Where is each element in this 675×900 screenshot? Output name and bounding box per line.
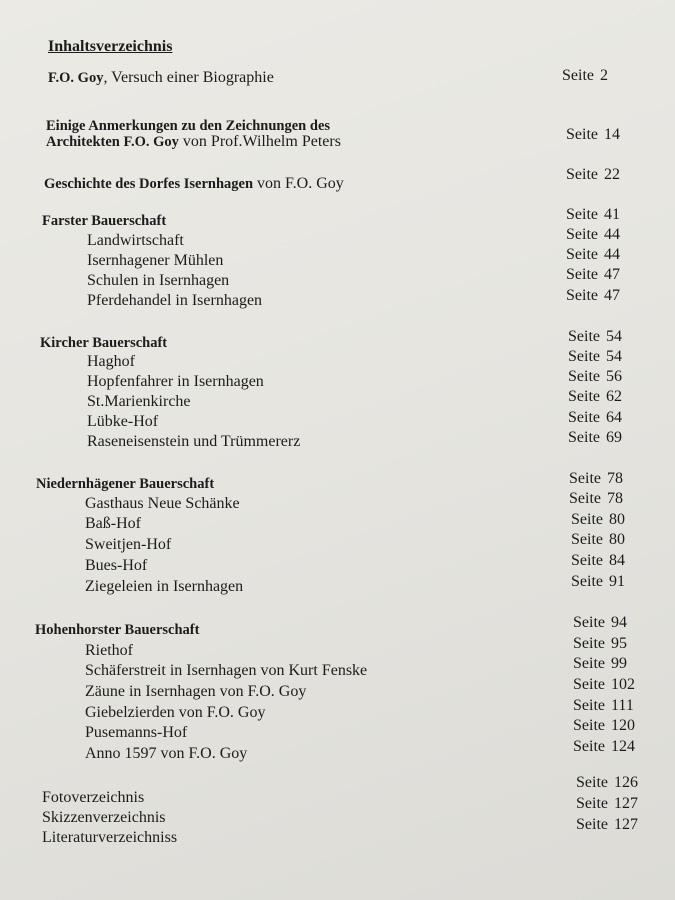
toc-entry <box>87 392 191 412</box>
page-number: 78 <box>607 470 623 487</box>
toc-entry-text: Bues-Hof <box>85 557 148 574</box>
toc-entry <box>87 412 158 432</box>
toc-entry <box>42 788 144 808</box>
page-reference <box>576 794 638 814</box>
page-number: 94 <box>611 614 627 631</box>
page-title: Inhaltsverzeichnis <box>48 38 173 55</box>
toc-entry <box>44 174 344 194</box>
toc-entry-text: Isernhagener Mühlen <box>87 252 224 269</box>
seite-label: Seite <box>573 717 605 734</box>
toc-entry-text: Riethof <box>85 642 133 659</box>
toc-entry-text: von Prof.Wilhelm Peters <box>178 133 341 150</box>
seite-label: Seite <box>568 409 600 426</box>
toc-entry <box>85 744 247 764</box>
page-number: 47 <box>604 266 620 283</box>
page-number: 69 <box>606 429 622 446</box>
page-number: 54 <box>606 348 622 365</box>
page-reference <box>573 634 627 654</box>
seite-label: Seite <box>568 429 600 446</box>
seite-label: Seite <box>569 470 601 487</box>
page-reference <box>571 510 625 530</box>
toc-entry <box>87 231 184 251</box>
toc-entry-heading: Kircher Bauerschaft <box>40 335 168 351</box>
seite-label: Seite <box>566 266 598 283</box>
toc-entry <box>85 577 243 597</box>
page-number: 84 <box>609 552 625 569</box>
page-reference <box>569 469 623 489</box>
page-number: 14 <box>604 126 620 143</box>
page-number: 102 <box>611 676 635 693</box>
toc-entry-text: Sweitjen-Hof <box>85 536 172 553</box>
page-reference <box>571 551 625 571</box>
seite-label: Seite <box>568 328 600 345</box>
toc-entry <box>48 68 274 88</box>
page-number: 2 <box>600 67 608 84</box>
page-reference <box>566 165 620 185</box>
toc-entry <box>87 251 223 271</box>
page-reference <box>573 613 627 633</box>
page-reference <box>576 815 638 835</box>
toc-entry <box>46 132 341 152</box>
toc-entry-text: Anno 1597 von F.O. Goy <box>85 745 248 762</box>
toc-entry <box>35 620 199 640</box>
page-number: 62 <box>606 388 622 405</box>
toc-entry-text: Fotoverzeichnis <box>42 789 145 806</box>
toc-entry-text: St.Marienkirche <box>87 393 191 410</box>
seite-label: Seite <box>576 816 608 833</box>
seite-label: Seite <box>566 246 598 263</box>
seite-label: Seite <box>573 676 605 693</box>
page-number: 120 <box>611 717 635 734</box>
page-number: 44 <box>604 226 620 243</box>
seite-label: Seite <box>573 614 605 631</box>
page-number: 124 <box>611 738 635 755</box>
seite-label: Seite <box>569 490 601 507</box>
toc-entry <box>42 211 166 231</box>
toc-entry-heading: Einige Anmerkungen zu den Zeichnungen des <box>46 118 331 134</box>
page-number: 41 <box>604 206 620 223</box>
page-reference <box>571 572 625 592</box>
toc-entry <box>87 271 229 291</box>
toc-entry-text: Schulen in Isernhagen <box>87 272 230 289</box>
toc-entry-text: Baß-Hof <box>85 515 141 532</box>
seite-label: Seite <box>568 368 600 385</box>
page-number: 99 <box>611 655 627 672</box>
page-reference <box>568 408 622 428</box>
toc-entry-text: Pferdehandel in Isernhagen <box>87 292 263 309</box>
seite-label: Seite <box>566 287 598 304</box>
toc-entry-heading: Geschichte des Dorfes Isernhagen <box>44 176 254 192</box>
toc-entry <box>85 514 141 534</box>
toc-entry-heading: F.O. Goy <box>48 70 104 86</box>
page-reference <box>566 205 620 225</box>
toc-entry <box>85 703 265 723</box>
page-reference <box>573 654 627 674</box>
page-reference <box>573 716 635 736</box>
seite-label: Seite <box>571 552 603 569</box>
page-number: 80 <box>609 511 625 528</box>
page-number: 22 <box>604 166 620 183</box>
page-number: 64 <box>606 409 622 426</box>
page-reference <box>566 225 620 245</box>
seite-label: Seite <box>571 531 603 548</box>
toc-entry <box>42 808 166 828</box>
seite-label: Seite <box>566 166 598 183</box>
page-reference <box>568 387 622 407</box>
page-reference <box>566 245 620 265</box>
toc-entry <box>85 494 240 514</box>
toc-entry <box>87 372 264 392</box>
toc-entry-text: Giebelzierden von F.O. Goy <box>85 704 266 721</box>
toc-entry-heading: Hohenhorster Bauerschaft <box>35 622 200 638</box>
toc-entry <box>85 535 171 555</box>
page-number: 95 <box>611 635 627 652</box>
toc-entry-text: Raseneisenstein und Trümmererz <box>87 433 301 450</box>
page-number: 127 <box>614 816 638 833</box>
toc-entry-text: von F.O. Goy <box>253 175 344 192</box>
toc-entry-text: Skizzenverzeichnis <box>42 809 166 826</box>
toc-entry <box>85 556 147 576</box>
toc-entry-text: Pusemanns-Hof <box>85 724 188 741</box>
toc-entry <box>85 661 367 681</box>
page-reference <box>569 489 623 509</box>
toc-entry <box>36 474 214 494</box>
toc-entry <box>85 682 306 702</box>
seite-label: Seite <box>573 655 605 672</box>
toc-entry-heading: Niedernhägener Bauerschaft <box>36 476 215 492</box>
page-number: 44 <box>604 246 620 263</box>
page-reference <box>573 737 635 757</box>
seite-label: Seite <box>573 635 605 652</box>
seite-label: Seite <box>566 126 598 143</box>
seite-label: Seite <box>576 795 608 812</box>
toc-entry <box>87 432 300 452</box>
toc-entry-text: Hopfenfahrer in Isernhagen <box>87 373 264 390</box>
toc-entry <box>85 641 133 661</box>
page-reference <box>568 428 622 448</box>
page-reference <box>571 530 625 550</box>
page-reference <box>568 327 622 347</box>
page-reference <box>568 347 622 367</box>
toc-entry-text: Schäferstreit in Isernhagen von Kurt Fenske <box>85 662 368 679</box>
seite-label: Seite <box>571 573 603 590</box>
page-reference <box>576 773 638 793</box>
toc-entry-text: Zäune in Isernhagen von F.O. Goy <box>85 683 307 700</box>
page-number: 127 <box>614 795 638 812</box>
page-number: 47 <box>604 287 620 304</box>
page-number: 78 <box>607 490 623 507</box>
toc-entry-text: Haghof <box>87 353 135 370</box>
toc-entry-heading: Farster Bauerschaft <box>42 213 167 229</box>
seite-label: Seite <box>571 511 603 528</box>
page-reference <box>566 265 620 285</box>
page-reference <box>573 696 634 716</box>
toc-entry-text: , Versuch einer Biographie <box>103 69 274 86</box>
page-number: 91 <box>609 573 625 590</box>
page-reference <box>566 286 620 306</box>
page-number: 56 <box>606 368 622 385</box>
seite-label: Seite <box>566 206 598 223</box>
page-number: 111 <box>611 697 634 714</box>
toc-entry <box>87 291 262 311</box>
seite-label: Seite <box>566 226 598 243</box>
toc-entry <box>40 333 167 353</box>
page-reference <box>573 675 635 695</box>
toc-entry <box>87 352 135 372</box>
toc-entry-text: Lübke-Hof <box>87 413 159 430</box>
toc-entry-text: Landwirtschaft <box>87 232 184 249</box>
seite-label: Seite <box>562 67 594 84</box>
seite-label: Seite <box>568 388 600 405</box>
page-number: 80 <box>609 531 625 548</box>
seite-label: Seite <box>568 348 600 365</box>
toc-entry-heading: Architekten F.O. Goy <box>46 134 179 150</box>
page-reference <box>568 367 622 387</box>
toc-entry-text: Ziegeleien in Isernhagen <box>85 578 244 595</box>
toc-entry <box>42 828 177 848</box>
seite-label: Seite <box>573 697 605 714</box>
page-reference <box>566 125 620 145</box>
toc-entry-text: Literaturverzeichniss <box>42 829 178 846</box>
seite-label: Seite <box>576 774 608 791</box>
toc-entry-text: Gasthaus Neue Schänke <box>85 495 240 512</box>
page-reference <box>562 66 608 86</box>
page-number: 126 <box>614 774 638 791</box>
toc-entry <box>85 723 187 743</box>
seite-label: Seite <box>573 738 605 755</box>
page-number: 54 <box>606 328 622 345</box>
